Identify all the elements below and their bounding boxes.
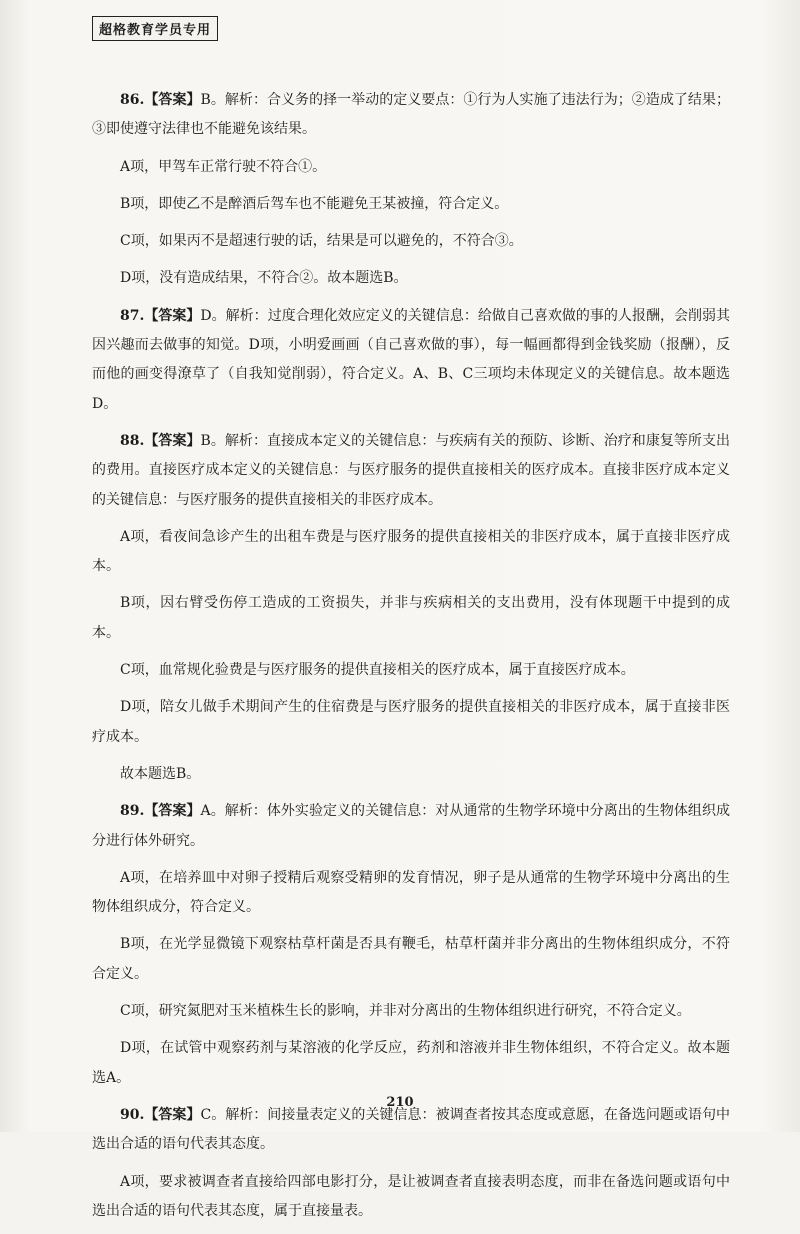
- option-analysis-paragraph: 故本题选B。: [120, 765, 201, 782]
- option-analysis-paragraph: B项，即使乙不是醉酒后驾车也不能避免王某被撞，符合定义。: [120, 195, 509, 212]
- header-stamp: 超格教育学员专用: [92, 16, 218, 41]
- option-analysis-paragraph: A项，要求被调查者直接给四部电影打分，是让被调查者直接表明态度，而非在备选问题或语句中选出合适的语句代表其态度，属于直接量表。: [92, 1173, 730, 1219]
- option-analysis-paragraph: D项，没有造成结果，不符合②。故本题选B。: [120, 270, 408, 287]
- option-analysis-paragraph: A项，看夜间急诊产生的出租车费是与医疗服务的提供直接相关的非医疗成本，属于直接非医疗成本。: [92, 528, 730, 575]
- answer-explanation: C。解析：间接量表定义的关键信息：被调查者按其态度或意愿，在备选问题或语句中选出合适的语句代表其态度。: [92, 1106, 731, 1153]
- answer-tag: 【答案】: [144, 432, 201, 449]
- question-number: 88.: [120, 432, 145, 449]
- question-answer-paragraph: [92, 302, 730, 419]
- answer-explanation: A。解析：体外实验定义的关键信息：对从通常的生物学环境中分离出的生物体组织成分进行体外研究。: [92, 803, 731, 849]
- option-analysis-paragraph: C项，研究氮肥对玉米植株生长的影响，并非对分离出的生物体组织进行研究，不符合定义。: [120, 1003, 691, 1020]
- question-answer-paragraph: [92, 797, 730, 856]
- option-analysis-paragraph: B项，在光学显微镜下观察枯草杆菌是否具有鞭毛，枯草杆菌并非分离出的生物体组织成分，不符合定义。: [92, 936, 730, 982]
- answer-explanation: B。解析：合义务的择一举动的定义要点：①行为人实施了违法行为；②造成了结果；③即使遵守法律也不能避免该结果。: [92, 92, 731, 138]
- option-analysis-paragraph: B项，因右臂受伤停工造成的工资损失，并非与疾病相关的支出费用，没有体现题干中提到的成本。: [92, 595, 730, 641]
- answer-explanation: B。解析：直接成本定义的关键信息：与疾病有关的预防、诊断、治疗和康复等所支出的费用。直接医疗成本定义的关键信息：与医疗服务的提供直接相关的医疗成本。直接非医疗成本定义的关键信息：与医疗服务的提供直接相关的非医疗成本。: [92, 432, 731, 508]
- option-analysis-paragraph: C项，如果丙不是超速行驶的话，结果是可以避免的，不符合③。: [120, 233, 523, 250]
- question-answer-paragraph: [92, 86, 730, 145]
- question-number: 90.: [120, 1106, 145, 1123]
- question-number: 87.: [120, 307, 145, 324]
- answer-content: [92, 86, 730, 1234]
- option-analysis-paragraph: A项，甲驾车正常行驶不符合①。: [120, 158, 327, 175]
- question-number: 89.: [120, 803, 145, 820]
- option-analysis-paragraph: D项，在试管中观察药剂与某溶液的化学反应，药剂和溶液并非生物体组织，不符合定义。故本题选A。: [92, 1040, 730, 1086]
- option-analysis-paragraph: C项，血常规化验费是与医疗服务的提供直接相关的医疗成本，属于直接医疗成本。: [120, 662, 635, 679]
- answer-tag: 【答案】: [144, 92, 201, 108]
- question-number: 86.: [120, 92, 145, 108]
- option-analysis-paragraph: D项，陪女儿做手术期间产生的住宿费是与医疗服务的提供直接相关的非医疗成本，属于直接非医疗成本。: [92, 699, 730, 745]
- option-analysis-paragraph: A项，在培养皿中对卵子授精后观察受精卵的发育情况，卵子是从通常的生物学环境中分离出的生物体组织成分，符合定义。: [92, 869, 730, 916]
- answer-tag: 【答案】: [144, 307, 201, 324]
- answer-tag: 【答案】: [144, 803, 201, 820]
- question-answer-paragraph: [92, 427, 730, 515]
- answer-tag: 【答案】: [144, 1106, 201, 1123]
- answer-explanation: D。解析：过度合理化效应定义的关键信息：给做自己喜欢做的事的人报酬，会削弱其因兴趣而去做事的知觉。D项，小明爱画画（自己喜欢做的事），每一幅画都得到金钱奖励（报酬），反而他的画变得潦草了（自我知觉削弱），符合定义。A、B、C三项均未体现定义的关键信息。故本题选D。: [92, 307, 731, 412]
- page-number: 210: [386, 1095, 414, 1110]
